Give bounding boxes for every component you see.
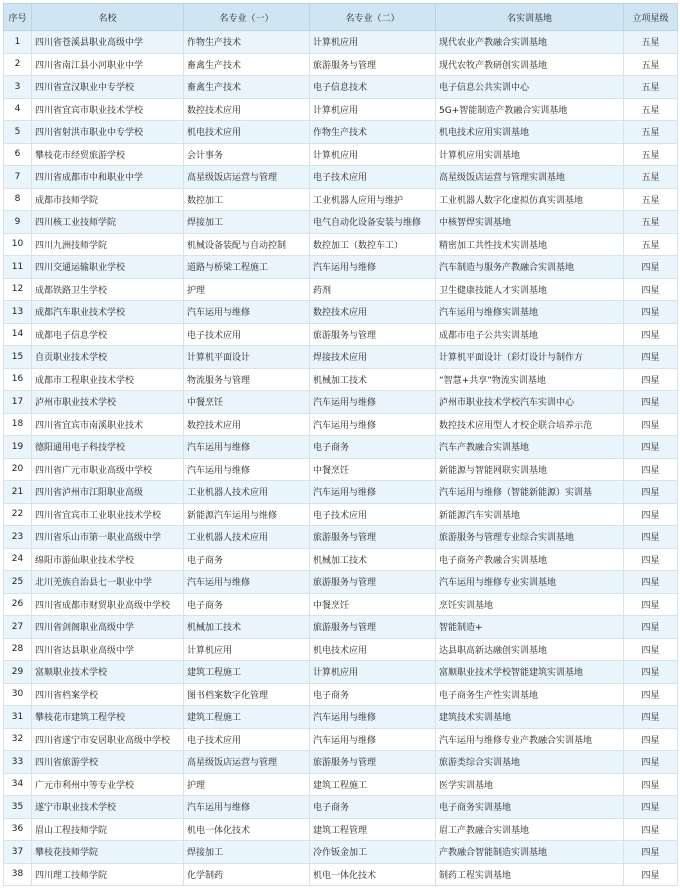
cell-training-base: 富顺职业技术学校智能建筑实训基地 [436, 661, 624, 684]
cell-index: 28 [4, 638, 32, 661]
table-row [4, 481, 678, 504]
cell-school: 成都电子信息学校 [32, 323, 184, 346]
cell-index: 27 [4, 616, 32, 639]
cell-training-base: 医学实训基地 [436, 773, 624, 796]
cell-school: 富顺职业技术学校 [32, 661, 184, 684]
cell-index: 6 [4, 143, 32, 166]
cell-major-1: 焊接加工 [184, 841, 310, 864]
cell-star-level: 四星 [624, 278, 678, 301]
cell-training-base: 电子信息公共实训中心 [436, 76, 624, 99]
cell-index: 9 [4, 211, 32, 234]
cell-school: 泸州市职业技术学校 [32, 391, 184, 414]
cell-school: 四川理工技师学院 [32, 863, 184, 886]
cell-school: 遂宁市职业技术学校 [32, 796, 184, 819]
table-row [4, 31, 678, 54]
cell-major-2: 机电技术应用 [310, 638, 436, 661]
cell-major-1: 数控技术应用 [184, 413, 310, 436]
cell-star-level: 四星 [624, 773, 678, 796]
cell-index: 32 [4, 728, 32, 751]
cell-index: 12 [4, 278, 32, 301]
table-row [4, 368, 678, 391]
cell-major-2: 机电一体化技术 [310, 863, 436, 886]
cell-major-1: 图书档案数字化管理 [184, 683, 310, 706]
cell-major-1: 电子商务 [184, 548, 310, 571]
cell-major-1: 物流服务与管理 [184, 368, 310, 391]
cell-school: 德阳通用电子科技学校 [32, 436, 184, 459]
table-row [4, 751, 678, 774]
cell-major-1: 汽车运用与维修 [184, 796, 310, 819]
cell-school: 四川省苍溪县职业高级中学 [32, 31, 184, 54]
cell-major-1: 汽车运用与维修 [184, 571, 310, 594]
cell-index: 1 [4, 31, 32, 54]
table-row [4, 188, 678, 211]
cell-star-level: 四星 [624, 301, 678, 324]
cell-index: 13 [4, 301, 32, 324]
cell-school: 四川省宜宾市职业技术学校 [32, 98, 184, 121]
cell-major-1: 畜禽生产技术 [184, 53, 310, 76]
cell-star-level: 五星 [624, 98, 678, 121]
table-row [4, 571, 678, 594]
cell-major-1: 工业机器人技术应用 [184, 526, 310, 549]
header-index: 序号 [4, 4, 32, 31]
cell-major-2: 汽车运用与维修 [310, 413, 436, 436]
cell-major-1: 数控技术应用 [184, 98, 310, 121]
cell-training-base: 泸州市职业技术学校汽车实训中心 [436, 391, 624, 414]
cell-training-base: 旅游类综合实训基地 [436, 751, 624, 774]
cell-school: 成都铁路卫生学校 [32, 278, 184, 301]
table-row [4, 773, 678, 796]
cell-index: 7 [4, 166, 32, 189]
cell-index: 36 [4, 818, 32, 841]
table-row [4, 683, 678, 706]
cell-school: 四川省档案学校 [32, 683, 184, 706]
table-row [4, 638, 678, 661]
cell-star-level: 四星 [624, 481, 678, 504]
cell-index: 15 [4, 346, 32, 369]
table-row [4, 233, 678, 256]
cell-major-2: 电子技术应用 [310, 166, 436, 189]
cell-school: 四川省宜宾市工业职业技术学校 [32, 503, 184, 526]
cell-training-base: 新能源汽车实训基地 [436, 503, 624, 526]
cell-school: 四川省遂宁市安居职业高级中学校 [32, 728, 184, 751]
cell-training-base: 新能源与智能网联实训基地 [436, 458, 624, 481]
cell-index: 16 [4, 368, 32, 391]
cell-star-level: 五星 [624, 143, 678, 166]
cell-star-level: 四星 [624, 728, 678, 751]
table-row [4, 256, 678, 279]
cell-index: 21 [4, 481, 32, 504]
cell-major-2: 数控技术应用 [310, 301, 436, 324]
table-row [4, 98, 678, 121]
cell-star-level: 五星 [624, 121, 678, 144]
cell-major-2: 电子信息技术 [310, 76, 436, 99]
cell-star-level: 四星 [624, 368, 678, 391]
cell-training-base: 计算机应用实训基地 [436, 143, 624, 166]
cell-training-base: 制药工程实训基地 [436, 863, 624, 886]
table-row [4, 593, 678, 616]
cell-index: 11 [4, 256, 32, 279]
table-body [4, 31, 678, 886]
cell-training-base: 旅游服务与管理专业综合实训基地 [436, 526, 624, 549]
cell-star-level: 四星 [624, 841, 678, 864]
cell-star-level: 四星 [624, 526, 678, 549]
cell-training-base: 达县职高新达融创实训基地 [436, 638, 624, 661]
cell-major-2: 计算机应用 [310, 661, 436, 684]
cell-major-1: 汽车运用与维修 [184, 301, 310, 324]
cell-star-level: 四星 [624, 571, 678, 594]
cell-major-2: 中餐烹饪 [310, 593, 436, 616]
cell-major-1: 道路与桥梁工程施工 [184, 256, 310, 279]
table-row [4, 323, 678, 346]
cell-training-base: 电子商务生产性实训基地 [436, 683, 624, 706]
cell-star-level: 四星 [624, 391, 678, 414]
cell-school: 四川省剑阁职业高级中学 [32, 616, 184, 639]
cell-major-2: 旅游服务与管理 [310, 571, 436, 594]
cell-school: 四川省乐山市第一职业高级中学 [32, 526, 184, 549]
table-row [4, 616, 678, 639]
table-row [4, 391, 678, 414]
table-row [4, 53, 678, 76]
table-row [4, 526, 678, 549]
cell-school: 北川羌族自治县七一职业中学 [32, 571, 184, 594]
cell-star-level: 四星 [624, 548, 678, 571]
cell-index: 20 [4, 458, 32, 481]
header-major-2: 名专业（二） [310, 4, 436, 31]
cell-training-base: 计算机平面设计（彩灯设计与制作方 [436, 346, 624, 369]
cell-training-base: 建筑技术实训基地 [436, 706, 624, 729]
cell-major-1: 护理 [184, 278, 310, 301]
cell-training-base: 成都市电子公共实训基地 [436, 323, 624, 346]
cell-training-base: 高星级饭店运营与管理实训基地 [436, 166, 624, 189]
table-row [4, 728, 678, 751]
cell-index: 25 [4, 571, 32, 594]
cell-major-2: 药剂 [310, 278, 436, 301]
cell-training-base: 数控技术应用型人才校企联合培养示范 [436, 413, 624, 436]
cell-major-2: 数控加工（数控车工） [310, 233, 436, 256]
cell-major-1: 机电一体化技术 [184, 818, 310, 841]
cell-major-1: 电子技术应用 [184, 728, 310, 751]
cell-major-1: 计算机平面设计 [184, 346, 310, 369]
table-row [4, 818, 678, 841]
cell-major-1: 建筑工程施工 [184, 706, 310, 729]
cell-school: 四川省旅游学校 [32, 751, 184, 774]
cell-major-2: 电气自动化设备安装与维修 [310, 211, 436, 234]
cell-index: 4 [4, 98, 32, 121]
table-header-row [4, 4, 678, 31]
cell-star-level: 五星 [624, 188, 678, 211]
cell-major-2: 旅游服务与管理 [310, 751, 436, 774]
cell-training-base: 现代农业产教融合实训基地 [436, 31, 624, 54]
cell-major-2: 建筑工程管理 [310, 818, 436, 841]
cell-major-1: 焊接加工 [184, 211, 310, 234]
cell-major-1: 电子技术应用 [184, 323, 310, 346]
cell-major-2: 汽车运用与维修 [310, 391, 436, 414]
cell-index: 2 [4, 53, 32, 76]
cell-school: 四川九洲技师学院 [32, 233, 184, 256]
cell-major-1: 中餐烹饪 [184, 391, 310, 414]
cell-training-base: 现代农牧产教研创实训基地 [436, 53, 624, 76]
cell-major-1: 机械加工技术 [184, 616, 310, 639]
cell-school: 攀枝花技师学院 [32, 841, 184, 864]
cell-school: 四川省泸州市江阳职业高级 [32, 481, 184, 504]
table-row [4, 548, 678, 571]
cell-major-2: 旅游服务与管理 [310, 53, 436, 76]
cell-major-2: 作物生产技术 [310, 121, 436, 144]
table-row [4, 796, 678, 819]
table-row [4, 436, 678, 459]
cell-major-2: 中餐烹饪 [310, 458, 436, 481]
cell-star-level: 四星 [624, 436, 678, 459]
cell-major-1: 机电技术应用 [184, 121, 310, 144]
cell-training-base: 汽车运用与维修专业实训基地 [436, 571, 624, 594]
cell-training-base: 精密加工共性技术实训基地 [436, 233, 624, 256]
table-row [4, 121, 678, 144]
cell-major-2: 冷作钣金加工 [310, 841, 436, 864]
cell-index: 17 [4, 391, 32, 414]
cell-index: 10 [4, 233, 32, 256]
cell-index: 14 [4, 323, 32, 346]
cell-index: 30 [4, 683, 32, 706]
cell-star-level: 四星 [624, 661, 678, 684]
cell-major-2: 计算机应用 [310, 143, 436, 166]
cell-school: 成都市工程职业技术学校 [32, 368, 184, 391]
cell-major-1: 建筑工程施工 [184, 661, 310, 684]
cell-star-level: 五星 [624, 53, 678, 76]
cell-major-2: 汽车运用与维修 [310, 256, 436, 279]
table-row [4, 458, 678, 481]
table-row [4, 863, 678, 886]
cell-star-level: 四星 [624, 413, 678, 436]
cell-school: 四川省射洪市职业中专学校 [32, 121, 184, 144]
cell-school: 四川省成都市财贸职业高级中学校 [32, 593, 184, 616]
cell-training-base: 工业机器人数字化虚拟仿真实训基地 [436, 188, 624, 211]
cell-star-level: 四星 [624, 863, 678, 886]
cell-star-level: 五星 [624, 76, 678, 99]
cell-index: 5 [4, 121, 32, 144]
cell-training-base: 卫生健康技能人才实训基地 [436, 278, 624, 301]
cell-major-1: 化学制药 [184, 863, 310, 886]
table-row [4, 278, 678, 301]
cell-major-2: 工业机器人应用与维护 [310, 188, 436, 211]
cell-training-base: 机电技术应用实训基地 [436, 121, 624, 144]
cell-star-level: 五星 [624, 211, 678, 234]
table-row [4, 143, 678, 166]
cell-star-level: 四星 [624, 323, 678, 346]
cell-major-2: 建筑工程施工 [310, 773, 436, 796]
cell-major-1: 数控加工 [184, 188, 310, 211]
cell-star-level: 五星 [624, 233, 678, 256]
cell-index: 19 [4, 436, 32, 459]
cell-training-base: 电子商务实训基地 [436, 796, 624, 819]
cell-major-1: 高星级饭店运营与管理 [184, 751, 310, 774]
cell-major-2: 汽车运用与维修 [310, 728, 436, 751]
cell-major-2: 电子技术应用 [310, 503, 436, 526]
cell-index: 24 [4, 548, 32, 571]
cell-major-2: 计算机应用 [310, 98, 436, 121]
cell-major-2: 旅游服务与管理 [310, 616, 436, 639]
cell-star-level: 四星 [624, 683, 678, 706]
cell-index: 23 [4, 526, 32, 549]
cell-star-level: 四星 [624, 818, 678, 841]
cell-major-2: 电子商务 [310, 683, 436, 706]
table-row [4, 76, 678, 99]
cell-school: 眉山工程技师学院 [32, 818, 184, 841]
cell-index: 38 [4, 863, 32, 886]
cell-index: 31 [4, 706, 32, 729]
cell-star-level: 四星 [624, 256, 678, 279]
cell-major-2: 汽车运用与维修 [310, 706, 436, 729]
cell-major-2: 汽车运用与维修 [310, 481, 436, 504]
table-row [4, 413, 678, 436]
cell-major-1: 机械设备装配与自动控制 [184, 233, 310, 256]
cell-major-1: 护理 [184, 773, 310, 796]
cell-major-1: 会计事务 [184, 143, 310, 166]
cell-index: 22 [4, 503, 32, 526]
school-table-container [3, 3, 677, 886]
cell-index: 35 [4, 796, 32, 819]
cell-school: 四川省宜宾市南溪职业技术 [32, 413, 184, 436]
cell-school: 成都汽车职业技术学校 [32, 301, 184, 324]
header-star-level: 立项星级 [624, 4, 678, 31]
cell-star-level: 四星 [624, 616, 678, 639]
cell-school: 四川省达县职业高级中学 [32, 638, 184, 661]
cell-major-2: 旅游服务与管理 [310, 526, 436, 549]
cell-star-level: 五星 [624, 166, 678, 189]
cell-star-level: 四星 [624, 593, 678, 616]
cell-index: 37 [4, 841, 32, 864]
cell-major-1: 畜禽生产技术 [184, 76, 310, 99]
header-training-base: 名实训基地 [436, 4, 624, 31]
cell-major-1: 高星级饭店运营与管理 [184, 166, 310, 189]
cell-training-base: 汽车运用与维修（智能新能源）实训基 [436, 481, 624, 504]
cell-school: 四川省广元市职业高级中学校 [32, 458, 184, 481]
cell-star-level: 四星 [624, 458, 678, 481]
cell-star-level: 四星 [624, 346, 678, 369]
cell-major-1: 汽车运用与维修 [184, 436, 310, 459]
cell-school: 四川省成都市中和职业中学 [32, 166, 184, 189]
cell-training-base: “智慧+共享”物流实训基地 [436, 368, 624, 391]
cell-school: 四川省宣汉职业中专学校 [32, 76, 184, 99]
cell-school: 攀枝花市经贸旅游学校 [32, 143, 184, 166]
cell-star-level: 四星 [624, 503, 678, 526]
cell-school: 四川交通运输职业学校 [32, 256, 184, 279]
cell-major-2: 电子商务 [310, 436, 436, 459]
cell-index: 29 [4, 661, 32, 684]
cell-school: 四川核工业技师学院 [32, 211, 184, 234]
cell-major-2: 计算机应用 [310, 31, 436, 54]
cell-index: 26 [4, 593, 32, 616]
table-row [4, 346, 678, 369]
cell-index: 18 [4, 413, 32, 436]
cell-training-base: 产教融合智能制造实训基地 [436, 841, 624, 864]
cell-training-base: 5G+智能制造产教融合实训基地 [436, 98, 624, 121]
cell-training-base: 中核智焊实训基地 [436, 211, 624, 234]
cell-index: 34 [4, 773, 32, 796]
cell-major-2: 电子商务 [310, 796, 436, 819]
cell-school: 绵阳市游仙职业技术学校 [32, 548, 184, 571]
table-row [4, 166, 678, 189]
cell-training-base: 烹饪实训基地 [436, 593, 624, 616]
cell-training-base: 眉工产教融合实训基地 [436, 818, 624, 841]
cell-training-base: 电子商务产教融合实训基地 [436, 548, 624, 571]
cell-index: 3 [4, 76, 32, 99]
cell-school: 成都市技师学院 [32, 188, 184, 211]
cell-major-1: 计算机应用 [184, 638, 310, 661]
cell-major-2: 机械加工技术 [310, 368, 436, 391]
cell-major-1: 汽车运用与维修 [184, 458, 310, 481]
cell-training-base: 智能制造+ [436, 616, 624, 639]
table-row [4, 301, 678, 324]
cell-star-level: 四星 [624, 638, 678, 661]
cell-training-base: 汽车产教融合实训基地 [436, 436, 624, 459]
cell-index: 33 [4, 751, 32, 774]
table-row [4, 211, 678, 234]
cell-school: 四川省南江县小河职业中学 [32, 53, 184, 76]
cell-training-base: 汽车运用与维修专业产教融合实训基地 [436, 728, 624, 751]
school-table [3, 3, 678, 886]
cell-star-level: 四星 [624, 706, 678, 729]
cell-index: 8 [4, 188, 32, 211]
table-row [4, 706, 678, 729]
cell-major-2: 旅游服务与管理 [310, 323, 436, 346]
cell-major-1: 作物生产技术 [184, 31, 310, 54]
cell-school: 攀枝花市建筑工程学校 [32, 706, 184, 729]
header-major-1: 名专业（一） [184, 4, 310, 31]
cell-star-level: 四星 [624, 751, 678, 774]
cell-star-level: 四星 [624, 796, 678, 819]
cell-major-1: 电子商务 [184, 593, 310, 616]
cell-school: 自贡职业技术学校 [32, 346, 184, 369]
table-row [4, 503, 678, 526]
cell-training-base: 汽车制造与服务产教融合实训基地 [436, 256, 624, 279]
cell-major-2: 机械加工技术 [310, 548, 436, 571]
cell-major-2: 焊接技术应用 [310, 346, 436, 369]
table-row [4, 841, 678, 864]
header-school: 名校 [32, 4, 184, 31]
cell-major-1: 工业机器人技术应用 [184, 481, 310, 504]
table-row [4, 661, 678, 684]
cell-training-base: 汽车运用与维修实训基地 [436, 301, 624, 324]
cell-star-level: 五星 [624, 31, 678, 54]
cell-major-1: 新能源汽车运用与维修 [184, 503, 310, 526]
cell-school: 广元市利州中等专业学校 [32, 773, 184, 796]
